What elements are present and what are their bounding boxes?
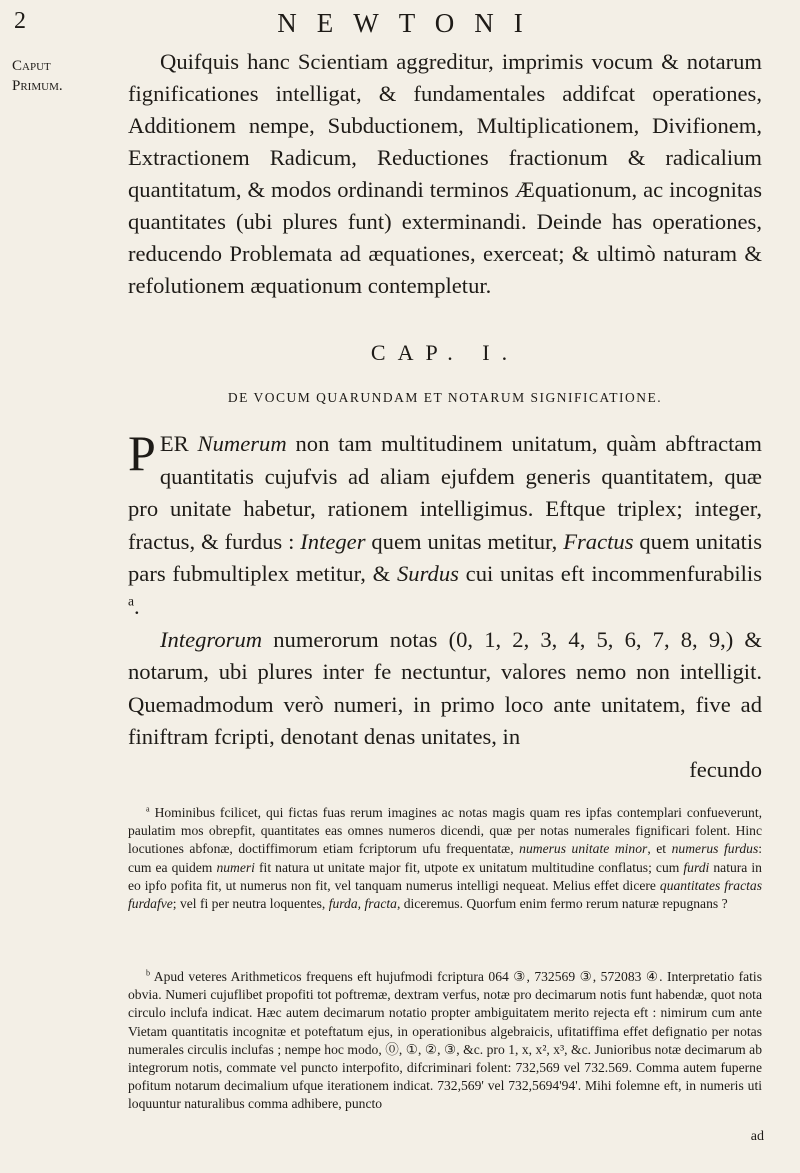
- text-span: , diceremus. Quorfum enim fermo rerum naturæ repugnans ?: [396, 896, 728, 912]
- italic-term: numerus unitate minor: [519, 841, 648, 857]
- text-span: : cum ea quidem: [128, 841, 763, 875]
- footnote-mark: a: [146, 804, 150, 814]
- margin-note-line: Primum.: [12, 78, 63, 94]
- italic-term: numeri: [216, 859, 255, 875]
- chapter-title: CAP. I.: [370, 340, 520, 365]
- italic-term: Integer: [300, 528, 366, 554]
- intro-paragraph: Quifquis hanc Scientiam aggreditur, imprimis vocum & notarum fignificationes intelligat, & fundamentales addifcat operationes, Additionem nempe, Subductionem, Multiplicationem, Divifionem, Extractionem Radicum, Reductiones fractionum & radicalium quantitatum, & modos ordinandi terminos Æquationum, ac incognitas quantitates (ubi plures funt) exterminandi. Deinde has operationes, reducendo Problemata ad æquationes, exerceat; & ultimò naturam & refolutionem æquationum contempletur.: [128, 49, 762, 298]
- page-number: 2: [14, 8, 26, 34]
- text-span: cui unitas eft incommenfurabilis: [458, 561, 762, 587]
- italic-term: Numerum: [197, 431, 287, 456]
- text-span: ER: [159, 431, 198, 456]
- footnote-a: [128, 804, 762, 913]
- catchword-line: [128, 754, 762, 787]
- text-span: ; vel fi per neutra loquentes,: [172, 896, 329, 912]
- margin-note-line: Caput: [12, 58, 51, 74]
- text-span: natura in eo ipfo pofita fit, ut numerus non fit, vel tanquam numerus intelligi nequeat. Melius effet dicere: [128, 859, 762, 893]
- catchword: ad: [750, 1129, 764, 1144]
- chapter-subtitle: DE VOCUM QUARUNDAM ET NOTARUM SIGNIFICATIONE.: [227, 390, 663, 405]
- text-span: .: [134, 593, 140, 619]
- text-span: , et: [647, 841, 672, 857]
- text-span: non tam multitudinem unitatum, quàm abftractam quantitatis cujufvis ad aliam ejufdem generis quantitatem, quæ pro unitate habetur, rationem intelligimus. Eftque triplex; integer, fractus, & furdus :: [128, 431, 762, 554]
- text-span: fecundo: [689, 756, 762, 782]
- footnote-b: [128, 968, 762, 1114]
- italic-term: quantitates fractas furdafve: [128, 877, 762, 912]
- text-span: quem unitas metitur,: [365, 528, 564, 554]
- italic-term: Fractus: [563, 528, 634, 554]
- text-span: Apud veteres Arithmeticos frequens eft hujufmodi fcriptura 064 ③, 732569 ③, 572083 ④. Interpretatio fatis obvia. Numeri cujuflibet propofiti tot poftremæ, dextram verfus, notæ pro decimarum notis funt habendæ, quot nota circulo inclufa indicat. Hæc autem decimarum notatio propter ambiguitatem merito rejecta eft : nimirum cum ante Vietam quantitatis incognitæ et poteftatum ejus, in operationibus algebraicis, ufitatiffima effet defignatio per notas numerales circulis inclufas ; nempe hoc modo, ⓪, ①, ②, ③, &c. pro 1, x, x², x³, &c. Junioribus notæ decimarum ab integrorum notis, commate vel puncto interpofito, difcriminari folent: 732,569 vel 732.569. Comma autem fuperne pofitum notarum decimalium ufque iterationem indicat. 732,569' vel 732,5694'94'. Mihi folemne eft, in numeris uti loquuntur naturalibus comma adhibere, puncto: [128, 969, 762, 1112]
- text-span: fit natura ut unitate major fit, utpote ex unitatum multitudine conflatus; cum: [254, 859, 684, 875]
- text-span: quem unitatis pars fubmultiplex metitur, &: [128, 528, 762, 587]
- drop-cap: P: [128, 425, 156, 481]
- main-text: [128, 425, 762, 787]
- italic-term: furda, fracta: [328, 896, 397, 912]
- footnote-text: [128, 968, 762, 1114]
- text-span: numerorum notas (0, 1, 2, 3, 4, 5, 6, 7, 8, 9,) & notarum, ubi plures inter fe nectuntur, valores nemo non intelligit. Quemadmodum verò numeri, in primo loco ante unitatem, five ad finiftram fcripti, denotant denas unitates, in: [128, 626, 762, 750]
- margin-note: [12, 56, 63, 96]
- paragraph-integers: [128, 624, 762, 754]
- footnote-ref: a: [128, 593, 135, 609]
- paragraph-numbers: [128, 425, 762, 624]
- footnote-mark: b: [146, 968, 151, 978]
- text-span: Hominibus fcilicet, qui fictas fuas rerum imagines ac notas magis quam res ipfas contemplari confueverunt, paulatim mos obrepfit, quantitates eas omnes numeros dicendi, quæ per notas numerales fignificari folent. Hinc locutiones abfonæ, doctiffimorum etiam fcriptorum ufu frequentatæ,: [128, 805, 762, 857]
- footnote-text: [128, 804, 762, 913]
- italic-term: numerus furdus: [671, 841, 759, 857]
- running-head: NEWTONI: [277, 8, 543, 38]
- italic-term: Integrorum: [160, 626, 263, 652]
- italic-term: Surdus: [396, 561, 459, 587]
- italic-term: furdi: [683, 859, 710, 875]
